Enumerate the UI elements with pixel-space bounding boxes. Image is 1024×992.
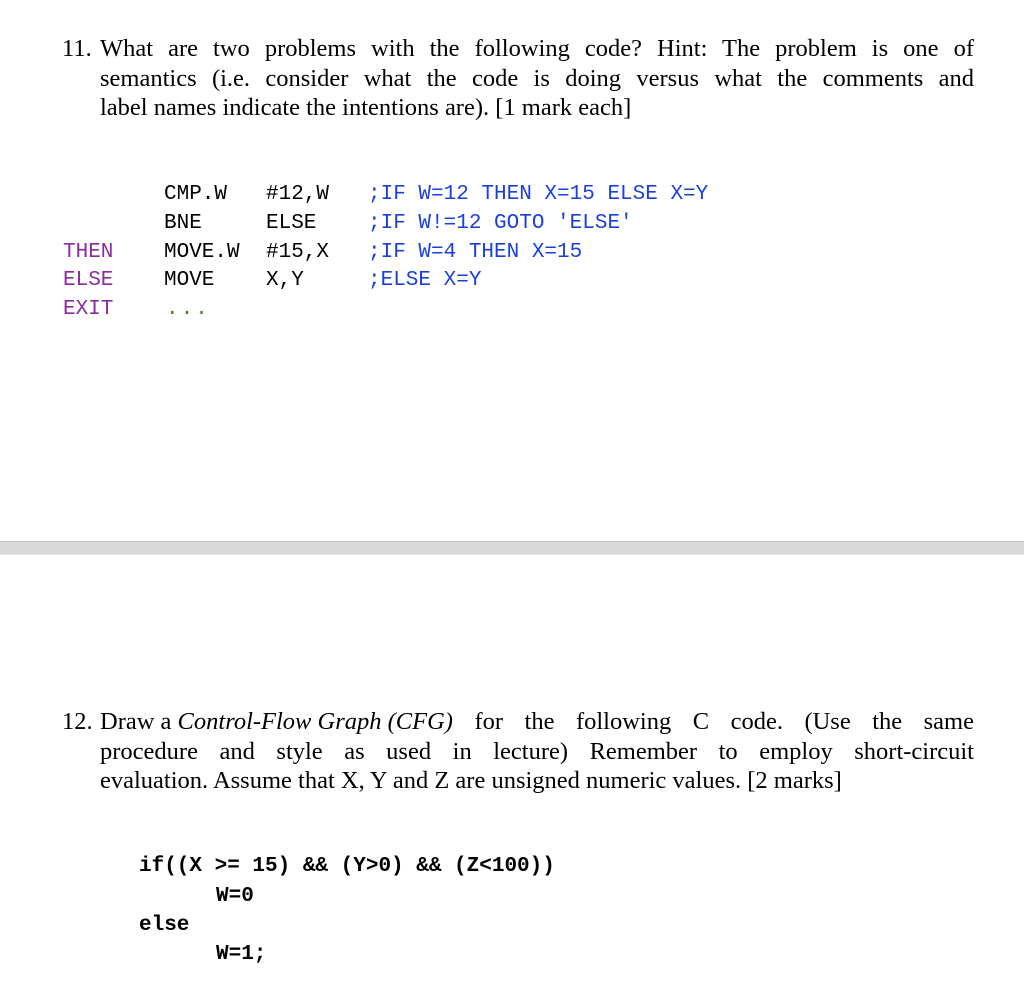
q12-line-2 (62, 737, 974, 767)
asm-comment: ;IF W=12 THEN X=15 ELSE X=Y (368, 183, 709, 206)
asm-comment: ;ELSE X=Y (368, 269, 482, 292)
q12-text-1 (100, 707, 974, 737)
q12-text-1-suffix: for the following C code. (Use the same (452, 708, 974, 735)
asm-op: MOVE (164, 269, 215, 292)
q11-line-1 (62, 34, 974, 64)
q12-line-3 (62, 766, 974, 796)
q11-line-2 (62, 64, 974, 94)
asm-arg: X,Y (266, 269, 304, 292)
q11-text-1: What are two problems with the following code? Hint: The problem is one of (100, 35, 974, 62)
q12-text-1-prefix: Draw a (100, 708, 178, 735)
c-if-line: if((X >= 15) && (Y>0) && (Z<100)) (139, 855, 555, 878)
c-else-keyword: else (139, 914, 190, 937)
asm-arg: #15,X (266, 241, 330, 264)
q11-number: 11. (62, 35, 92, 62)
q12-text-3: evaluation. Assume that X, Y and Z are unsigned numeric values. [2 marks] (100, 767, 842, 794)
asm-op: CMP.W (164, 183, 228, 206)
q12-text-2: procedure and style as used in lecture) Remember to employ short-circuit (100, 737, 974, 765)
asm-ellipsis: ... (166, 298, 210, 321)
asm-arg: ELSE (266, 212, 317, 235)
question-11 (62, 34, 974, 123)
q11-line-3 (62, 93, 974, 123)
q11-text-2: semantics (i.e. consider what the code is doing versus what the comments and (100, 64, 974, 92)
asm-op: BNE (164, 212, 202, 235)
q12-line-1 (62, 707, 974, 737)
question-12 (62, 707, 974, 796)
asm-comment: ;IF W=4 THEN X=15 (368, 241, 583, 264)
c-else-stmt: W=1; (216, 943, 267, 966)
page-divider (0, 541, 1024, 555)
asm-label: THEN (63, 241, 114, 264)
c-then-stmt: W=0 (216, 885, 254, 908)
q11-text-3: label names indicate the intentions are). [1 mark each] (100, 94, 632, 121)
asm-comment: ;IF W!=12 GOTO 'ELSE' (368, 212, 633, 235)
q12-cfg-term: Control-Flow Graph (CFG) (177, 708, 453, 735)
asm-label: EXIT (63, 298, 114, 321)
q12-number: 12. (62, 708, 93, 735)
asm-label: ELSE (63, 269, 114, 292)
asm-arg: #12,W (266, 183, 330, 206)
asm-op: MOVE.W (164, 241, 240, 264)
